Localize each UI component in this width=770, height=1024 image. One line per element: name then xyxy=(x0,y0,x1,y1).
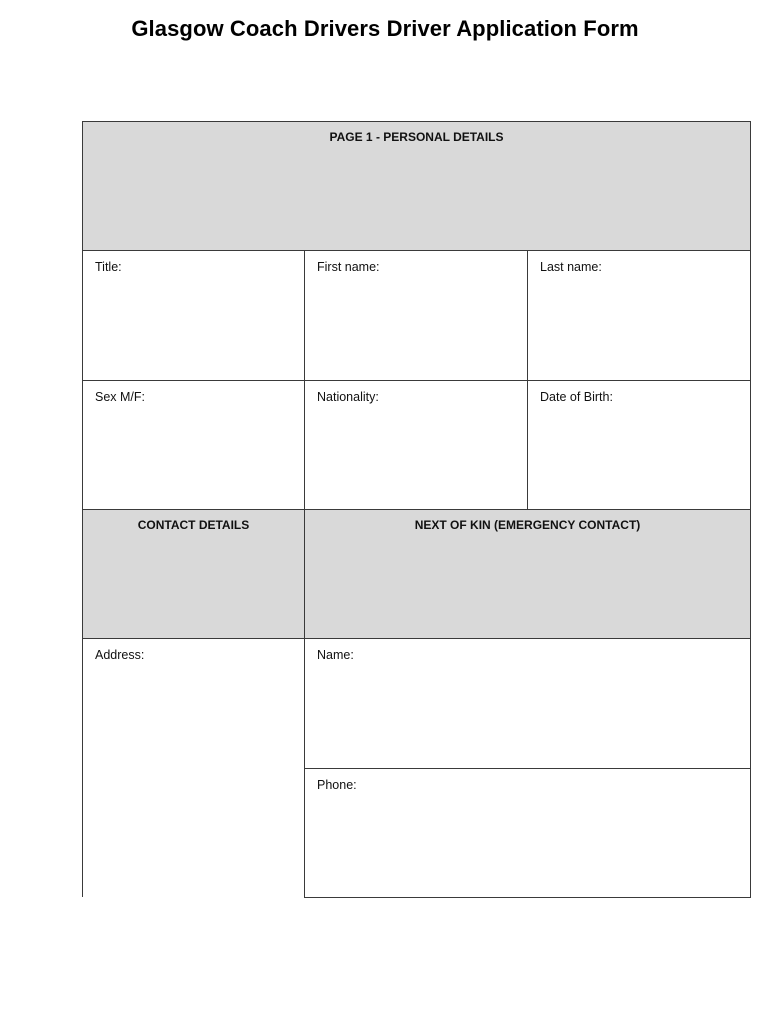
last-name-label: Last name: xyxy=(540,260,602,274)
kin-name-field[interactable] xyxy=(304,638,751,769)
form-title: Glasgow Coach Drivers Driver Application Form xyxy=(131,16,639,41)
first-name-field[interactable] xyxy=(304,250,528,381)
sex-field[interactable] xyxy=(82,380,305,510)
address-input[interactable] xyxy=(91,669,297,889)
kin-phone-input[interactable] xyxy=(313,799,742,889)
last-name-input[interactable] xyxy=(536,281,742,372)
address-field[interactable] xyxy=(82,638,305,897)
kin-name-input[interactable] xyxy=(313,669,742,760)
sex-label: Sex M/F: xyxy=(95,390,146,404)
title-label: Title: xyxy=(95,260,122,274)
nationality-label: Nationality: xyxy=(317,390,379,404)
first-name-label: First name: xyxy=(317,260,380,274)
personal-details-heading: PAGE 1 - PERSONAL DETAILS xyxy=(329,130,504,144)
date-of-birth-input[interactable] xyxy=(536,411,742,501)
kin-phone-field[interactable] xyxy=(304,768,751,898)
next-of-kin-header xyxy=(304,509,751,639)
first-name-input[interactable] xyxy=(313,281,519,372)
date-of-birth-label: Date of Birth: xyxy=(540,390,613,404)
sex-input[interactable] xyxy=(91,411,296,501)
address-label: Address: xyxy=(95,648,145,662)
kin-phone-label: Phone: xyxy=(317,778,357,792)
next-of-kin-heading: NEXT OF KIN (EMERGENCY CONTACT) xyxy=(414,518,641,532)
title-input[interactable] xyxy=(91,281,296,372)
contact-details-header xyxy=(82,509,305,639)
nationality-input[interactable] xyxy=(313,411,519,501)
title-field[interactable] xyxy=(82,250,305,381)
date-of-birth-field[interactable] xyxy=(527,380,751,510)
contact-details-heading: CONTACT DETAILS xyxy=(137,518,250,532)
last-name-field[interactable] xyxy=(527,250,751,381)
kin-name-label: Name: xyxy=(317,648,354,662)
nationality-field[interactable] xyxy=(304,380,528,510)
personal-details-header xyxy=(82,121,751,251)
